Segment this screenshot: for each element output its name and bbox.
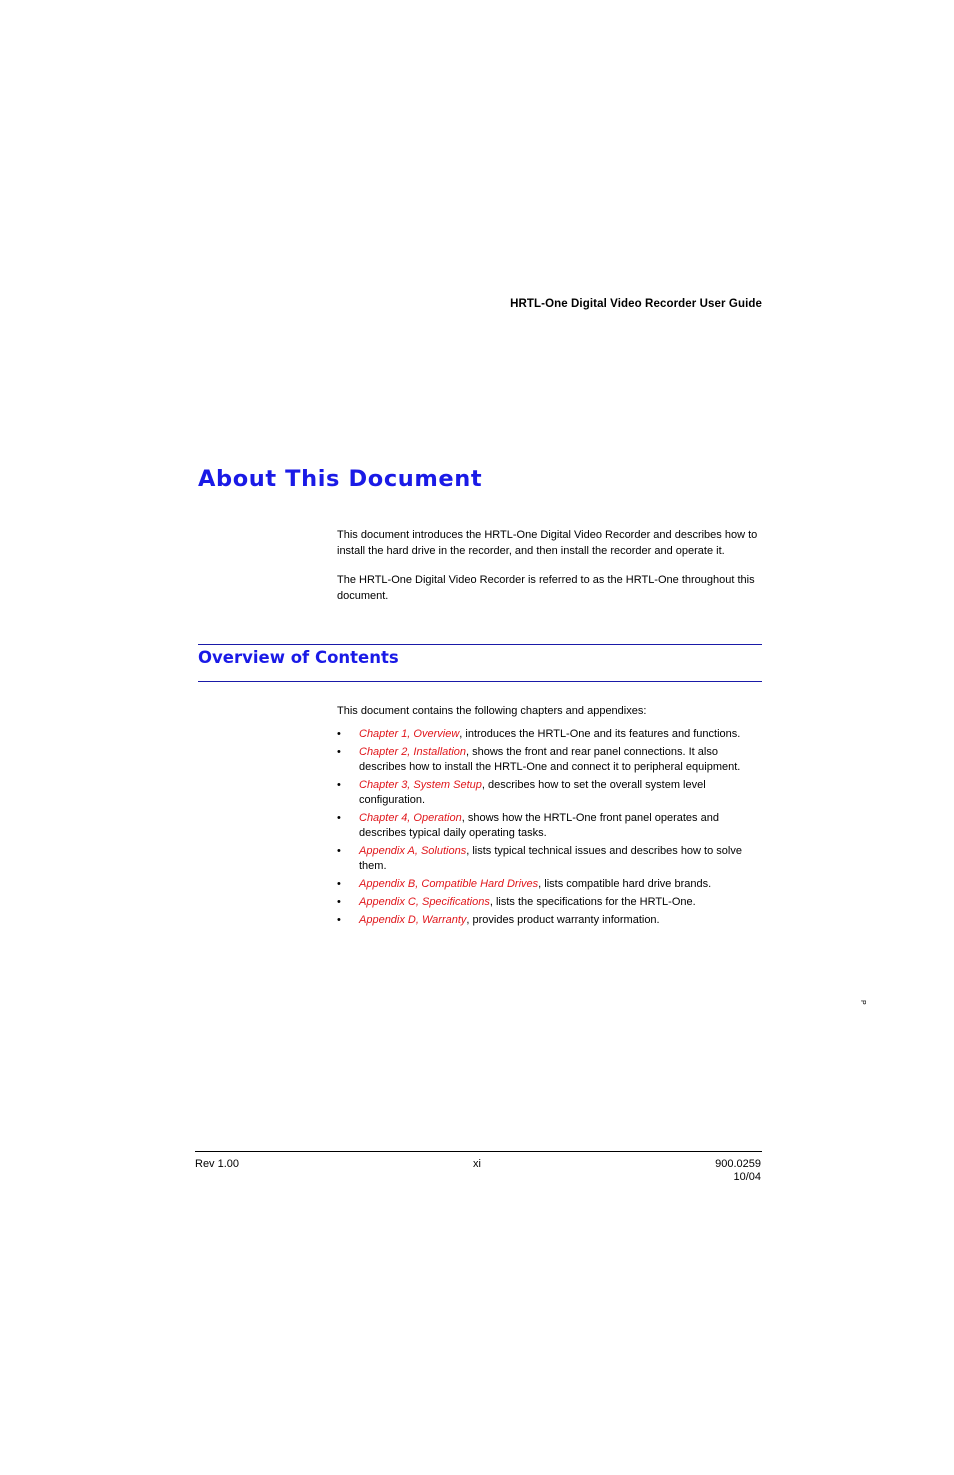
list-item-text: , shows how the HRTL-One front panel operates and describes typical daily operating tasks. [359, 812, 719, 839]
list-item-text: , shows the front and rear panel connections. It also describes how to install the HRTL-One and connect it to peripheral equipment. [359, 746, 741, 773]
list-item-text: , lists compatible hard drive brands. [538, 878, 712, 890]
footer-page-number: xi [473, 1158, 481, 1170]
list-item [337, 727, 765, 742]
section-rule-top [198, 644, 762, 645]
list-item [337, 877, 765, 892]
list-item [337, 778, 765, 808]
intro-section [337, 528, 765, 618]
bullet: • [337, 812, 341, 824]
chapter-2-link[interactable]: Chapter 2, Installation [359, 746, 467, 758]
list-item-text: , describes how to set the overall system level configuration. [359, 779, 706, 806]
bullet: • [337, 779, 341, 791]
section-heading: Overview of Contents [198, 648, 399, 667]
list-item [337, 844, 765, 874]
appendix-b-link[interactable]: Appendix B, Compatible Hard Drives [359, 878, 539, 890]
bullet: • [337, 914, 341, 926]
chapter-1-link[interactable]: Chapter 1, Overview [359, 728, 460, 740]
footer-revision: Rev 1.00 [195, 1158, 240, 1170]
appendix-d-link[interactable]: Appendix D, Warranty [359, 914, 467, 926]
chapter-4-link[interactable]: Chapter 4, Operation [359, 812, 462, 824]
intro-paragraph: The HRTL-One Digital Video Recorder is referred to as the HRTL-One throughout this document. [337, 574, 755, 602]
side-mark: P [859, 1000, 866, 1005]
appendix-a-link[interactable]: Appendix A, Solutions [359, 845, 467, 857]
list-item-text: , introduces the HRTL-One and its features and functions. [459, 728, 741, 740]
bullet: • [337, 896, 341, 908]
list-item [337, 895, 765, 910]
list-item-text: , lists typical technical issues and describes how to solve them. [359, 845, 742, 872]
list-item-text: , lists the specifications for the HRTL-One. [489, 896, 696, 908]
list-item [337, 913, 765, 928]
contents-list [337, 727, 765, 928]
appendix-c-link[interactable]: Appendix C, Specifications [359, 896, 490, 908]
contents-section [337, 704, 765, 931]
page-title: About This Document [198, 466, 483, 492]
footer-date: 10/04 [733, 1171, 761, 1183]
chapter-3-link[interactable]: Chapter 3, System Setup [359, 779, 482, 791]
bullet: • [337, 746, 341, 758]
footer-rule [195, 1151, 762, 1152]
list-item [337, 811, 765, 841]
contents-lead: This document contains the following chapters and appendixes: [337, 705, 647, 717]
footer-doc-info [715, 1158, 761, 1184]
section-rule-bottom [198, 681, 762, 682]
list-item [337, 745, 765, 775]
footer-doc-number: 900.0259 [715, 1158, 761, 1170]
intro-paragraph: This document introduces the HRTL-One Digital Video Recorder and describes how to install the hard drive in the recorder, and then install the recorder and operate it. [337, 529, 758, 557]
bullet: • [337, 845, 341, 857]
bullet: • [337, 878, 341, 890]
list-item-text: , provides product warranty information. [466, 914, 660, 926]
running-header: HRTL-One Digital Video Recorder User Guide [510, 298, 762, 310]
bullet: • [337, 728, 341, 740]
